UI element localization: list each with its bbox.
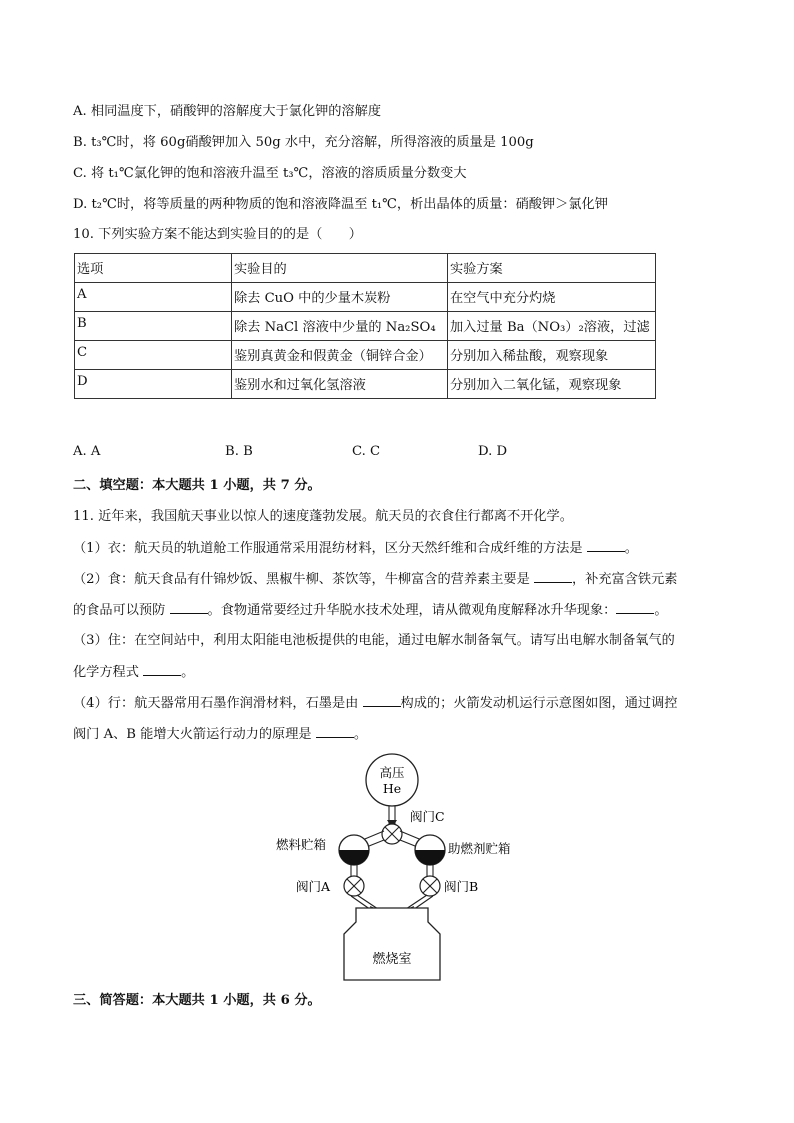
q11-part2-text-b: ，补充富含铁元素: [571, 572, 678, 587]
answer-blank: [587, 539, 625, 552]
q11-part1: [73, 539, 638, 558]
table-cell: 鉴别水和过氧化氢溶液: [232, 370, 448, 399]
q11-part3-line1: （3）住：在空间站中，利用太阳能电池板提供的电能，通过电解水制备氧气。请写出电解水制备氧气的: [73, 633, 675, 648]
q11-part3-text-b: 化学方程式: [73, 665, 139, 680]
combustion-chamber: [344, 908, 440, 980]
oxidizer-tank-label: 助燃剂贮箱: [448, 841, 511, 856]
answer-blank: [170, 601, 208, 614]
q9-option-b: B. t₃℃时，将 60g硝酸钾加入 50g 水中，充分溶解，所得溶液的质量是 100g: [73, 135, 534, 150]
table-cell: 除去 CuO 中的少量木炭粉: [232, 283, 448, 312]
q9-option-c: C. 将 t₁℃氯化钾的饱和溶液升温至 t₃℃，溶液的溶质质量分数变大: [73, 166, 467, 181]
section-3-heading: 三、简答题：本大题共 1 小题，共 6 分。: [73, 993, 321, 1008]
table-header-row: [75, 254, 656, 283]
answer-blank: [143, 663, 181, 676]
q11-stem: 11. 近年来，我国航天事业以惊人的速度蓬勃发展。航天员的衣食住行都离不开化学。: [73, 509, 573, 524]
q10-answer-b: B. B: [225, 444, 253, 459]
period: 。: [624, 541, 638, 556]
valve-b-label: 阀门B: [444, 879, 479, 894]
q10-stem: 10. 下列实验方案不能达到实验目的的是（ ）: [73, 227, 362, 242]
table-row: [75, 341, 656, 370]
answer-blank: [616, 601, 654, 614]
he-tank-label-2: He: [382, 781, 402, 796]
q10-answer-c: C. C: [352, 444, 381, 459]
table-cell: 鉴别真黄金和假黄金（铜锌合金）: [232, 341, 448, 370]
q11-part1-text: （1）衣：航天员的轨道舱工作服通常采用混纺材料，区分天然纤维和合成纤维的方法是: [73, 541, 583, 556]
q9-option-a: A. 相同温度下，硝酸钾的溶解度大于氯化钾的溶解度: [73, 104, 382, 119]
section-2-heading: 二、填空题：本大题共 1 小题，共 7 分。: [73, 478, 321, 493]
valve-a-label: 阀门A: [296, 879, 331, 894]
table-row: [75, 370, 656, 399]
q11-part2-text-a: （2）食：航天食品有什锦炒饭、黑椒牛柳、茶饮等，牛柳富含的营养素主要是: [73, 572, 530, 587]
chamber-label: 燃烧室: [372, 952, 412, 967]
q10-table: [74, 253, 656, 399]
q11-part3-line2: [73, 663, 194, 682]
table-header-cell: 选项: [75, 254, 232, 283]
table-row: [75, 312, 656, 341]
table-header-cell: 实验目的: [232, 254, 448, 283]
table-cell: 在空气中充分灼烧: [448, 283, 656, 312]
table-cell: 加入过量 Ba（NO₃）₂溶液，过滤: [448, 312, 656, 341]
table-cell: 除去 NaCl 溶液中少量的 Na₂SO₄: [232, 312, 448, 341]
table-cell: D: [75, 370, 232, 399]
fuel-tank-label: 燃料贮箱: [276, 837, 327, 852]
q9-option-d: D. t₂℃时，将等质量的两种物质的饱和溶液降温至 t₁℃，析出晶体的质量：硝酸钾＞氯化钾: [73, 197, 608, 212]
answer-blank: [534, 570, 572, 583]
q10-answer-d: D. D: [478, 444, 508, 459]
q11-part2-line1: [73, 570, 677, 589]
q11-part2-text-c: 的食品可以预防: [73, 603, 166, 618]
q10-answer-a: A. A: [73, 444, 101, 459]
table-header-cell: 实验方案: [448, 254, 656, 283]
q11-part4-text-b: 构成的；火箭发动机运行示意图如图，通过调控: [400, 696, 678, 711]
q11-part2-line2: [73, 601, 668, 620]
table-cell: B: [75, 312, 232, 341]
q11-part4-line2: [73, 725, 367, 744]
he-tank-label-1: 高压: [379, 765, 405, 780]
answer-blank: [363, 694, 401, 707]
table-row: [75, 283, 656, 312]
table-cell: 分别加入二氧化锰，观察现象: [448, 370, 656, 399]
he-tank-circle: [366, 754, 418, 806]
q11-part4-text-a: （4）行：航天器常用石墨作润滑材料，石墨是由: [73, 696, 359, 711]
table-cell: C: [75, 341, 232, 370]
table-cell: 分别加入稀盐酸，观察现象: [448, 341, 656, 370]
answer-blank: [316, 725, 354, 738]
period: 。: [181, 665, 195, 680]
table-cell: A: [75, 283, 232, 312]
period: 。: [353, 727, 367, 742]
period: 。: [654, 603, 668, 618]
q11-part4-line1: [73, 694, 677, 713]
q11-part2-text-d: 。食物通常要经过升华脱水技术处理，请从微观角度解释冰升华现象：: [207, 603, 617, 618]
rocket-engine-diagram: [260, 752, 540, 984]
q11-part4-text-c: 阀门 A、B 能增大火箭运行动力的原理是: [73, 727, 312, 742]
valve-c-label: 阀门C: [410, 809, 445, 824]
